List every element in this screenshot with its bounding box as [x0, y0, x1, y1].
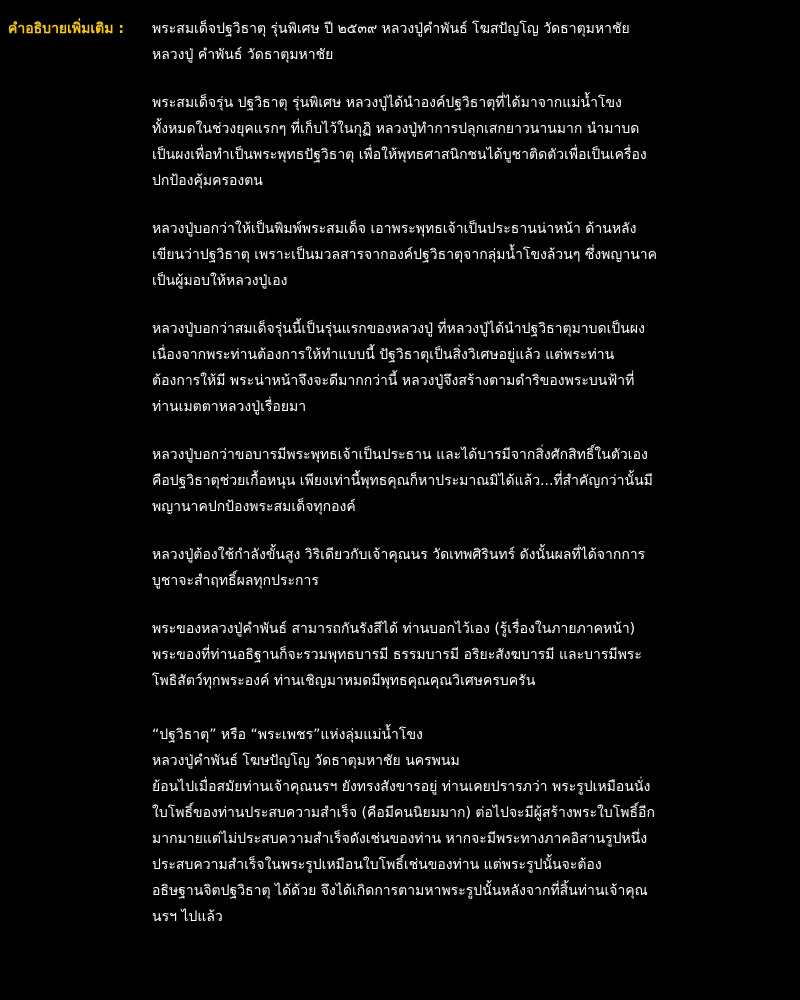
- section-gap: [152, 694, 792, 722]
- paragraph: พระสมเด็จปฐวิธาตุ รุ่นพิเศษ ปี ๒๕๓๙ หลวงปู่คำพันธ์ โฆสปัญโญ วัดธาตุมหาชัย หลวงปู่ คำพันธ์ วัดธาตุมหาชัย: [152, 21, 630, 63]
- description-content: [152, 16, 792, 930]
- history-section: “ปฐวิธาตุ” หรือ “พระเพชร”แห่งลุ่มแม่น้ำโขง หลวงปู่คำพันธ์ โฆษปัญโญ วัดธาตุมหาชัย นครพนม ย้อนไปเมื่อสมัยท่านเจ้าคุณนรฯ ยังทรงสังขารอยู่ ท่านเคยปรารภว่า พระรูปเหมือนนั่ง ใบโพธิ์ของท่านประสบความสำเร็จ (คือมีคนนิยมมาก) ต่อไปจะมีผู้สร้างพระใบโพธิ์อีก มากมายแต่ไม่ประสบความสำเร็จดังเช่นของท่าน หากจะมีพระทางภาคอิสานรูปหนึ่ง ประสบความสำเร็จในพระรูปเหมือนใบโพธิ์เช่นของท่าน แต่พระรูปนั้นจะต้อง อธิษฐานจิตปฐวิธาตุ ได้ด้วย จึงได้เกิดการตามหาพระรูปนั้นหลังจากที่สิ้นท่านเจ้าคุณ นรฯ ไปแล้ว: [152, 727, 655, 925]
- paragraph: หลวงปู่บอกว่าให้เป็นพิมพ์พระสมเด็จ เอาพระพุทธเจ้าเป็นประธานน่าหน้า ด้านหลัง เขียนว่าปฐวิธาตุ เพราะเป็นมวลสารจากองค์ปฐวิธาตุจากลุ่มน้ำโขงล้วนๆ ซึ่งพญานาค เป็นผู้มอบให้หลวงปู่เอง: [152, 221, 657, 289]
- paragraph: พระของหลวงปู่คำพันธ์ สามารถกันรังสีได้ ท่านบอกไว้เอง (รู้เรื่องในภายภาคหน้า) พระของที่ท่านอธิฐานก็จะรวมพุทธบารมี ธรรมบารมี อริยะสังฆบารมี และบารมีพระ โพธิสัตว์ทุกพระองค์ ท่านเชิญมาหมดมีพุทธคุณคุณวิเศษครบครัน: [152, 621, 642, 689]
- paragraph: หลวงปู่บอกว่าขอบารมีพระพุทธเจ้าเป็นประธาน และได้บารมีจากสิ่งศักสิทธิ์ในตัวเอง คือปฐวิธาตุช่วยเกื้อหนุน เพียงเท่านี้พุทธคุณก็หาประมาณมิได้แล้ว...ที่สำคัญกว่านั้นมี พญานาคปกป้องพระสมเด็จทุกองค์: [152, 447, 653, 515]
- paragraph: หลวงปู่ต้องใช้กำลังขั้นสูง วิริเดียวกับเจ้าคุณนร วัดเทพศิรินทร์ ดังนั้นผลที่ได้จากการ บูชาจะสำฤทธิ์ผลทุกประการ: [152, 547, 646, 589]
- paragraph: หลวงปู่บอกว่าสมเด็จรุ่นนี้เป็นรุ่นแรกของหลวงปู่ ที่หลวงปู่ได้นำปฐวิธาตุมาบดเป็นผง เนื่องจากพระท่านต้องการให้ทำแบบนี้ ปัฐวิธาตุเป็นสิ่งวิเศษอยู่แล้ว แต่พระท่าน ต้องการให้มี พระน่าหน้าจึงจะดีมากกว่านี้ หลวงปู่จึงสร้างตามดำริของพระบนฟ้าที่ ท่านเมตตาหลวงปู่เรื่อยมา: [152, 321, 645, 415]
- paragraph: พระสมเด็จรุ่น ปฐวิธาตุ รุ่นพิเศษ หลวงปู่ได้นำองค์ปฐวิธาตุที่ได้มาจากแม่น้ำโขง ทั้งหมดในช่วงยุคแรกๆ ที่เก็บไว้ในกุฏิ หลวงปู่ทำการปลุกเสกยาวนานมาก นำมาบด เป็นผงเพื่อทำเป็นพระพุทธปัฐวิธาตุ เพื่อให้พุทธศาสนิกชนได้บูชาติดตัวเพื่อเป็นเครื่อง ปกป้องคุ้มครองตน: [152, 95, 647, 189]
- description-label: คำอธิบายเพิ่มเติม :: [8, 21, 124, 37]
